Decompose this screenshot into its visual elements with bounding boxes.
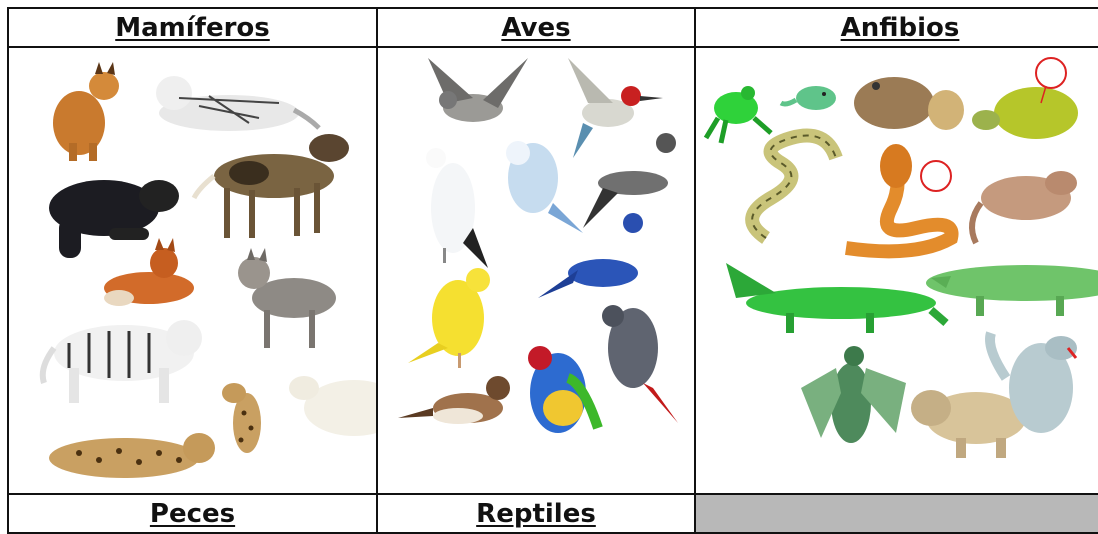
gouldian-finch-icon bbox=[528, 346, 598, 433]
brown-finch-icon bbox=[398, 376, 510, 424]
wild-dog-icon bbox=[194, 134, 349, 238]
crocodile-icon bbox=[926, 265, 1098, 316]
frog-icon bbox=[706, 86, 771, 143]
jaguar-icon bbox=[222, 383, 261, 453]
wolf-icon bbox=[238, 248, 336, 348]
iguana-icon bbox=[972, 171, 1077, 243]
header-aves bbox=[376, 7, 696, 48]
white-tiger-icon bbox=[156, 76, 319, 131]
header-peces-label: Peces bbox=[149, 498, 236, 529]
cobra-icon bbox=[846, 144, 952, 251]
blue-flycatcher-icon bbox=[538, 213, 643, 298]
canary-icon bbox=[408, 268, 490, 368]
dhole-icon bbox=[104, 238, 194, 306]
header-reptiles-label: Reptiles bbox=[476, 498, 596, 529]
header-anfibios bbox=[694, 7, 1098, 48]
amphibians-panel bbox=[694, 46, 1098, 495]
header-peces bbox=[7, 493, 378, 534]
turtle-icon bbox=[972, 58, 1078, 139]
empty-gray-cell bbox=[694, 493, 1098, 534]
budgie-icon bbox=[506, 141, 583, 233]
white-mynah-icon bbox=[426, 148, 488, 268]
grey-cardinal-icon bbox=[602, 305, 678, 423]
mammals-panel bbox=[7, 46, 378, 495]
woodpecker-icon bbox=[568, 58, 663, 158]
python-icon bbox=[752, 136, 836, 239]
header-mamiferos-label: Mamíferos bbox=[115, 12, 270, 43]
dragon-icon bbox=[801, 346, 906, 443]
tadpole-icon bbox=[781, 86, 836, 110]
header-anfibios-label: Anfibios bbox=[840, 12, 960, 43]
triceratops-icon bbox=[911, 390, 1026, 458]
lynx-icon bbox=[53, 62, 119, 161]
amphibians-illustration bbox=[696, 48, 1098, 493]
polar-bear-icon bbox=[289, 376, 376, 436]
birds-illustration bbox=[378, 48, 694, 493]
header-reptiles bbox=[376, 493, 696, 534]
sparrow-flying-icon bbox=[428, 58, 528, 122]
header-mamiferos bbox=[7, 7, 378, 48]
white-tiger-standing-icon bbox=[43, 320, 202, 403]
header-aves-label: Aves bbox=[501, 12, 571, 43]
birds-panel bbox=[376, 46, 696, 495]
leopard-icon bbox=[49, 433, 215, 478]
mammals-illustration bbox=[9, 48, 376, 493]
toad-icon bbox=[854, 77, 964, 130]
green-crocodile-icon bbox=[726, 263, 946, 333]
